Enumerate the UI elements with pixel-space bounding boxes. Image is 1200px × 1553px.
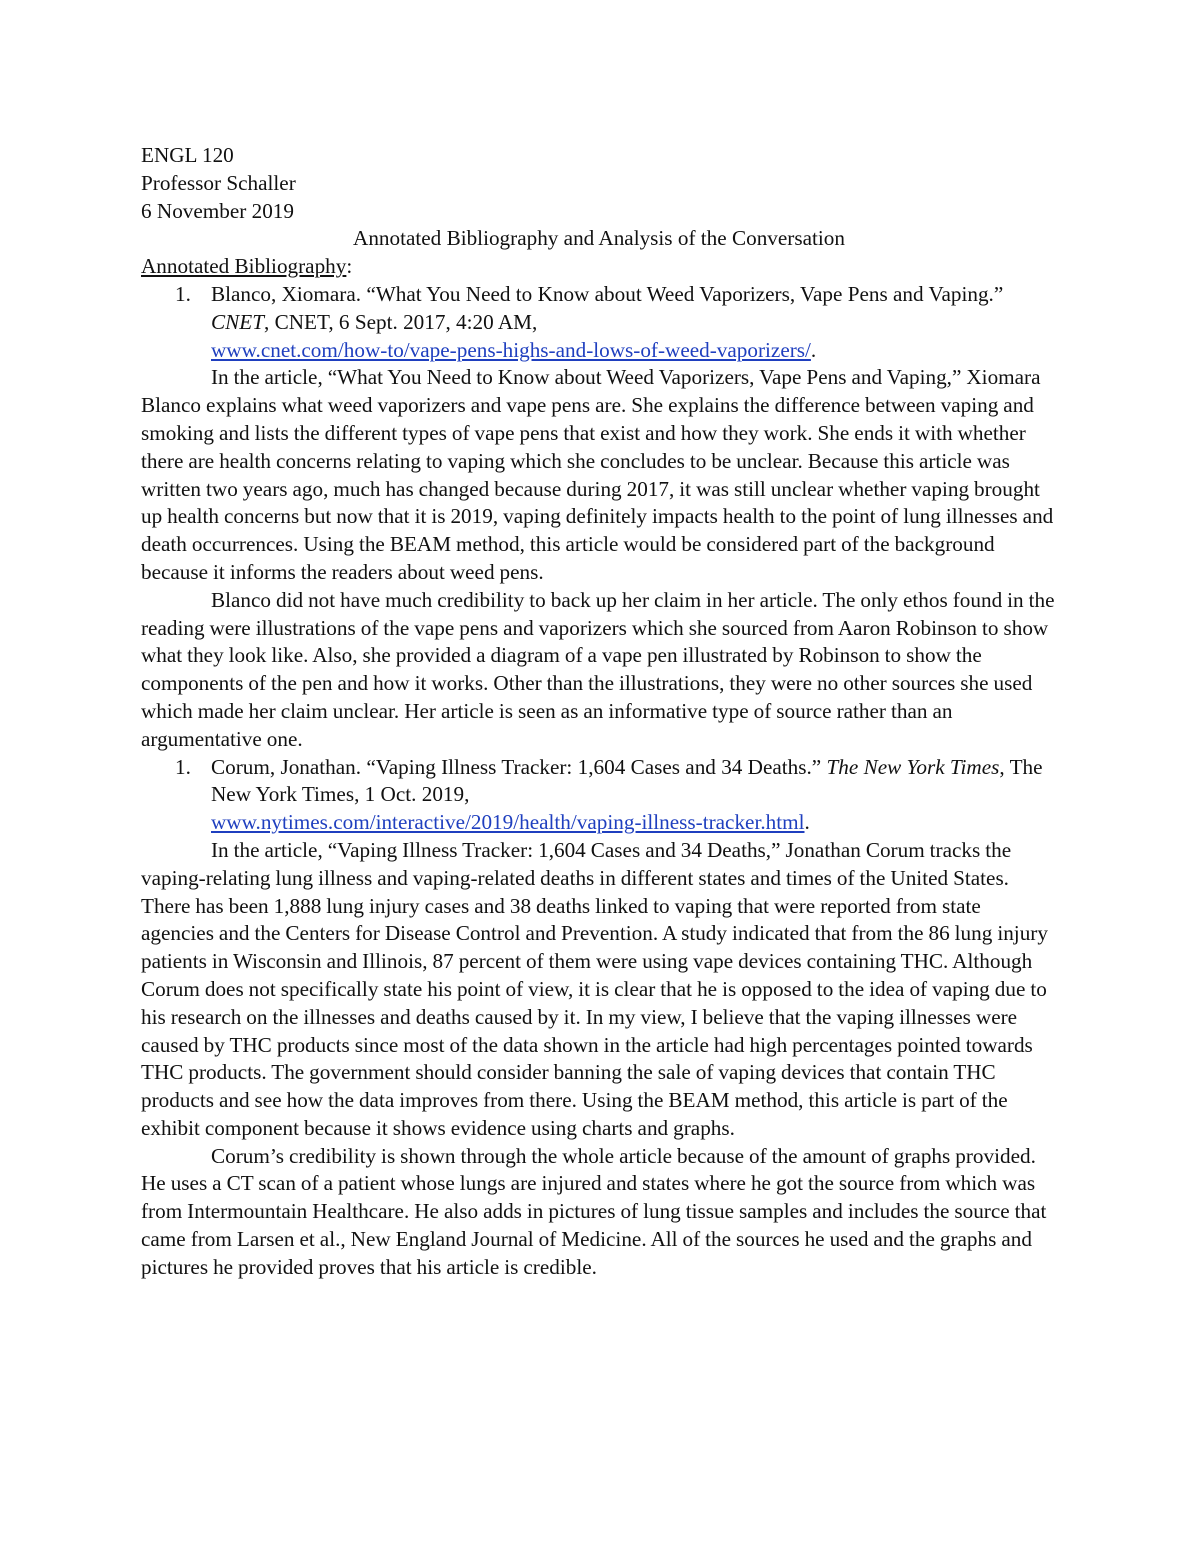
entry-number: 1. xyxy=(175,754,191,779)
bibliography-entry xyxy=(141,754,1057,837)
citation-article-title: “What You Need to Know about Weed Vaporizers, Vape Pens and Vaping.” xyxy=(366,281,1004,306)
entry-number: 1. xyxy=(175,281,191,306)
citation-publisher-date: , The New York Times, 1 Oct. 2019, xyxy=(211,754,1043,807)
citation-container: The New York Times xyxy=(826,754,1000,779)
section-heading-suffix: : xyxy=(346,254,353,279)
citation-author: Corum, Jonathan. xyxy=(211,754,367,779)
citation-container: CNET xyxy=(211,309,264,334)
citation-url-link[interactable]: www.cnet.com/how-to/vape-pens-highs-and-lows-of-weed-vaporizers/ xyxy=(211,337,811,362)
citation-url-link[interactable]: www.nytimes.com/interactive/2019/health/vaping-illness-tracker.html xyxy=(211,810,805,835)
citation-publisher-date: , CNET, 6 Sept. 2017, 4:20 AM, xyxy=(264,309,538,334)
annotation-paragraph: In the article, “What You Need to Know about Weed Vaporizers, Vape Pens and Vaping,” Xiomara Blanco explains what weed vaporizers and vape pens are. She explains the difference between vaping and smoking and lists the different types of vape pens that exist and how they work. She ends it with whether there are health concerns relating to vaping which she concludes to be unclear. Because this article was written two years ago, much has changed because during 2017, it was still unclear whether vaping brought up health concerns but now that it is 2019, vaping definitely impacts health to the point of lung illnesses and death occurrences. Using the BEAM method, this article would be considered part of the background because it informs the readers about weed pens. xyxy=(141,365,1054,584)
document-body xyxy=(141,142,1057,1282)
entry-citation xyxy=(211,754,1057,837)
citation-author: Blanco, Xiomara. xyxy=(211,281,367,306)
submission-date: 6 November 2019 xyxy=(141,198,294,223)
course-name: ENGL 120 xyxy=(141,143,234,167)
section-heading-text: Annotated Bibliography xyxy=(141,254,347,279)
citation-article-title: “Vaping Illness Tracker: 1,604 Cases and 34 Deaths.” xyxy=(366,754,827,779)
entry-citation xyxy=(211,281,1057,364)
annotation-paragraph: In the article, “Vaping Illness Tracker: 1,604 Cases and 34 Deaths,” Jonathan Corum tracks the vaping-relating lung illness and vaping-related deaths in different states and times of the United States. There has been 1,888 lung injury cases and 38 deaths linked to vaping that were reported from state agencies and the Centers for Disease Control and Prevention. A study indicated that from the 86 lung injury patients in Wisconsin and Illinois, 87 percent of them were using vape devices containing THC. Although Corum does not specifically state his point of view, it is clear that he is opposed to the idea of vaping due to his research on the illnesses and deaths caused by it. In my view, I believe that the vaping illnesses were caused by THC products since most of the data shown in the article had high percentages pointed towards THC products. The government should consider banning the sale of vaping devices that contain THC products and see how the data improves from there. Using the BEAM method, this article is part of the exhibit component because it shows evidence using charts and graphs. xyxy=(141,837,1048,1140)
section-heading xyxy=(141,253,1057,281)
annotation-paragraph: Corum’s credibility is shown through the whole article because of the amount of graphs provided. He uses a CT scan of a patient whose lungs are injured and states where he got the source from which was from Intermountain Healthcare. He also adds in pictures of lung tissue samples and includes the source that came from Larsen et al., New England Journal of Medicine. All of the sources he used and the graphs and pictures he provided proves that his article is credible. xyxy=(141,1143,1047,1279)
bibliography-entry xyxy=(141,281,1057,364)
document-title: Annotated Bibliography and Analysis of the Conversation xyxy=(353,226,845,251)
citation-end: . xyxy=(804,810,810,835)
professor-name: Professor Schaller xyxy=(141,170,296,195)
annotation-paragraph: Blanco did not have much credibility to back up her claim in her article. The only ethos found in the reading were illustrations of the vape pens and vaporizers which she sourced from Aaron Robinson to show what they look like. Also, she provided a diagram of a vape pen illustrated by Robinson to show the components of the pen and how it works. Other than the illustrations, they were no other sources she used which made her claim unclear. Her article is seen as an informative type of source rather than an argumentative one. xyxy=(141,587,1055,751)
citation-end: . xyxy=(810,337,817,362)
